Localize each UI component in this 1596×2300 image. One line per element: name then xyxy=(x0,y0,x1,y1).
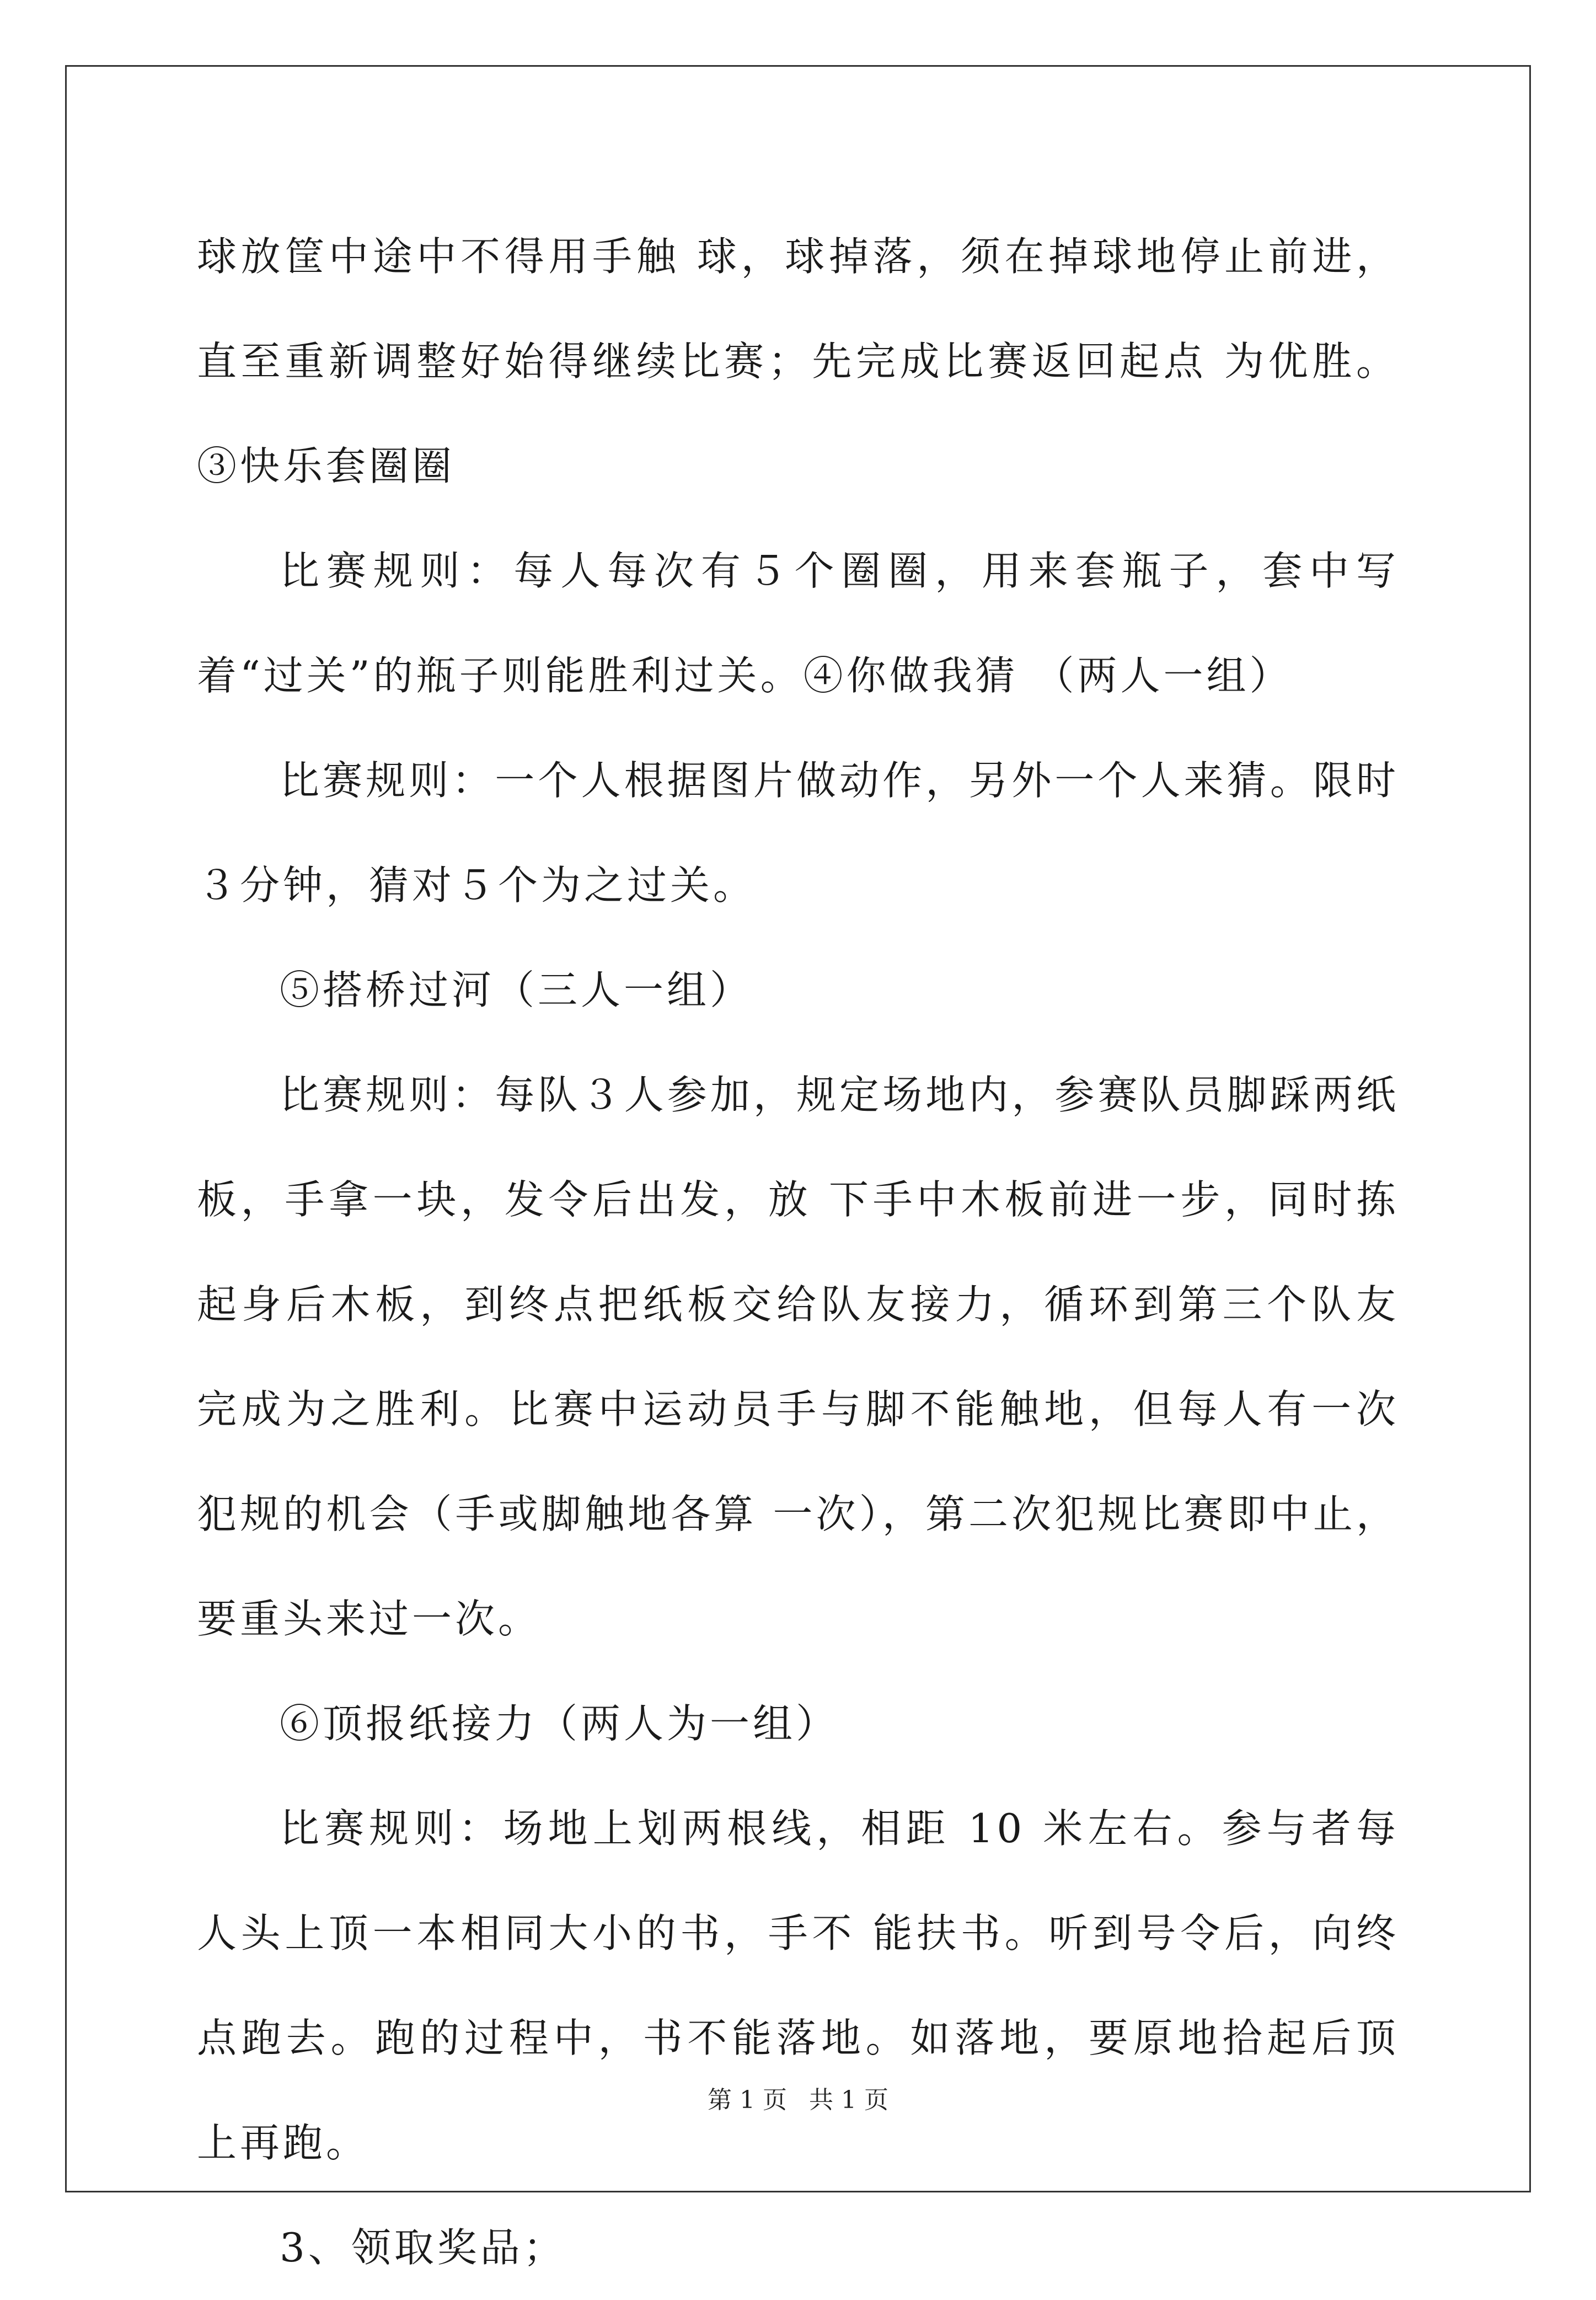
page-total: 共 1 页 xyxy=(809,2086,888,2114)
paragraph: 比赛规则：每队３人参加，规定场地内，参赛队员脚踩两纸板，手拿一块，发令后出发，放 下手中木板前进一步，同时拣起身后木板，到终点把纸板交给队友接力，循环到第三个队友 完成为之胜利。比赛中运动员手与脚不能触地，但每人有一次犯规的机会（手或脚触地各算 一次），第二次犯规比赛即中止，要重头来过一次。 xyxy=(197,1072,1399,1642)
section-heading: 3、领取奖品； xyxy=(280,2224,566,2271)
document-body xyxy=(197,204,1399,2300)
page-number: 第 1 页 xyxy=(708,2086,787,2114)
page-footer xyxy=(0,2084,1596,2117)
paragraph: 比赛规则：每人每次有５个圈圈，用来套瓶子，套中写着“过关”的瓶子则能胜利过关。④你做我猜 （两人一组） xyxy=(197,548,1399,699)
paragraph: 球放筐中途中不得用手触 球，球掉落，须在掉球地停止前进，直至重新调整好始得继续比赛；先完成比赛返回起点 为优胜。③快乐套圈圈 xyxy=(197,233,1399,489)
paragraph: 比赛规则：场地上划两根线，相距 10 米左右。参与者每人头上顶一本相同大小的书，手不 能扶书。听到号令后，向终点跑去。跑的过程中，书不能落地。如落地，要原地拾起后顶 上再跑。 xyxy=(197,1805,1399,2166)
section-heading: ⑥顶报纸接力（两人为一组） xyxy=(280,1700,839,1747)
section-heading: ⑤搭桥过河（三人一组） xyxy=(280,967,753,1013)
paragraph: 比赛规则：一个人根据图片做动作，另外一个人来猜。限时３分钟，猜对５个为之过关。 xyxy=(197,757,1399,908)
